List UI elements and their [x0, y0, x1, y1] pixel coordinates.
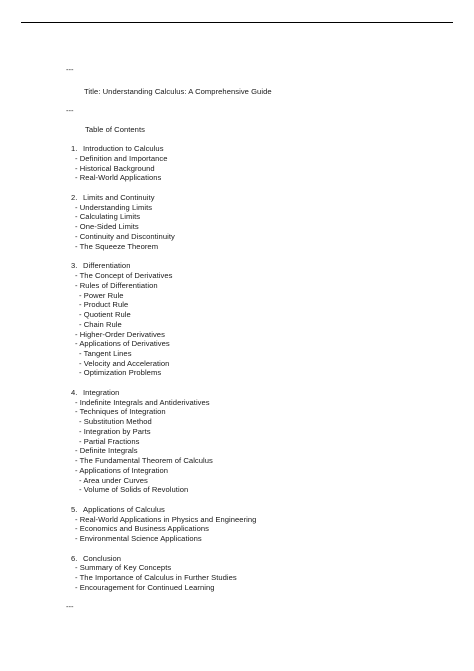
toc-item: - Definition and Importance: [75, 154, 168, 163]
section-number: 5.: [71, 505, 78, 514]
section-heading: Introduction to Calculus: [83, 144, 164, 153]
toc-subitem: - Product Rule: [79, 300, 129, 309]
toc-subitem: - Tangent Lines: [79, 349, 132, 358]
toc-item: - Indefinite Integrals and Antiderivatives: [75, 398, 210, 407]
toc-subitem: - Quotient Rule: [79, 310, 131, 319]
section-number: 4.: [71, 388, 78, 397]
section-number: 3.: [71, 261, 78, 270]
toc-item: - Economics and Business Applications: [75, 524, 209, 533]
toc-item: - Summary of Key Concepts: [75, 563, 172, 572]
toc-item: - Real-World Applications in Physics and Engineering: [75, 515, 257, 524]
separator-top: ---: [66, 65, 74, 74]
toc-subitem: - Velocity and Acceleration: [79, 359, 170, 368]
toc-item: - Rules of Differentiation: [75, 281, 158, 290]
toc-heading: Table of Contents: [85, 125, 145, 134]
toc-item: - The Fundamental Theorem of Calculus: [75, 456, 213, 465]
toc-subitem: - Integration by Parts: [79, 427, 151, 436]
toc-item: - The Squeeze Theorem: [75, 242, 159, 251]
section-heading: Integration: [83, 388, 120, 397]
toc-item: - Environmental Science Applications: [75, 534, 202, 543]
toc-subitem: - Substitution Method: [79, 417, 152, 426]
section-number: 2.: [71, 193, 78, 202]
separator-after-title: ---: [66, 106, 74, 115]
toc-subitem: - Chain Rule: [79, 320, 122, 329]
toc-item: - Techniques of Integration: [75, 407, 166, 416]
toc-item: - The Importance of Calculus in Further Studies: [75, 573, 237, 582]
section-number: 6.: [71, 554, 78, 563]
toc-item: - Applications of Integration: [75, 466, 169, 475]
section-heading: Applications of Calculus: [83, 505, 165, 514]
toc-subitem: - Optimization Problems: [79, 368, 162, 377]
section-heading: Conclusion: [83, 554, 122, 563]
section-heading: Limits and Continuity: [83, 193, 155, 202]
toc-item: - Understanding Limits: [75, 203, 153, 212]
separator-bottom: ---: [66, 602, 74, 611]
toc-item: - Calculating Limits: [75, 212, 141, 221]
toc-item: - Encouragement for Continued Learning: [75, 583, 215, 592]
toc-subitem: - Area under Curves: [79, 476, 148, 485]
toc-subitem: - Partial Fractions: [79, 437, 140, 446]
toc-item: - Definite Integrals: [75, 446, 138, 455]
toc-subitem: - Volume of Solids of Revolution: [79, 485, 189, 494]
toc-item: - Historical Background: [75, 164, 155, 173]
toc-item: - Continuity and Discontinuity: [75, 232, 175, 241]
toc-item: - One-Sided Limits: [75, 222, 139, 231]
top-border-line: [21, 22, 453, 23]
section-heading: Differentiation: [83, 261, 131, 270]
toc-subitem: - Power Rule: [79, 291, 124, 300]
document-title: Title: Understanding Calculus: A Comprehensive Guide: [84, 87, 272, 96]
section-number: 1.: [71, 144, 78, 153]
toc-item: - Real-World Applications: [75, 173, 162, 182]
toc-item: - The Concept of Derivatives: [75, 271, 173, 280]
toc-item: - Applications of Derivatives: [75, 339, 170, 348]
toc-item: - Higher-Order Derivatives: [75, 330, 165, 339]
